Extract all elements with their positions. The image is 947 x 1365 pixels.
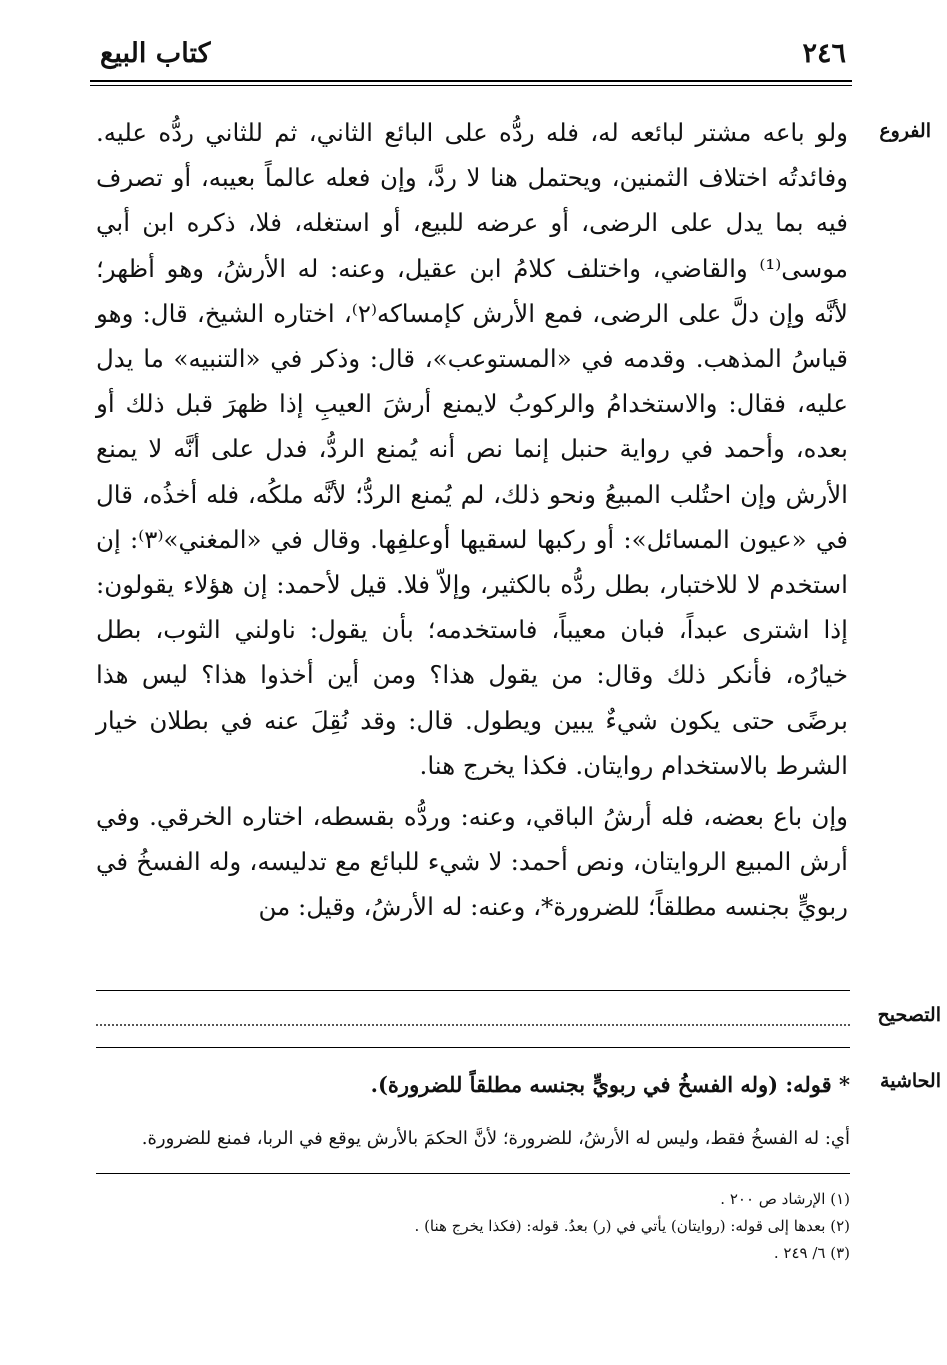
footnote-2: (٢) بعدها إلى قوله: (روايتان) يأتي في (ر) بعدُ. قوله: (فكذا يخرج هنا) . — [414, 1217, 850, 1235]
hashiya-quote: * قوله: (وله الفسخُ في ربويٍّ بجنسه مطلقاً للضرورة). — [370, 1072, 850, 1097]
paragraph-2: وإن باع بعضه، فله أرشُ الباقي، وعنه: وردُّه بقسطه، اختاره الخرقي. وفي أرش المبيع الروايتان، ونص أحمد: لا شيء للبائع مع تدليسه، وله الفسخُ في ربويٍّ بجنسه مطلقاً؛ للضرورة*، وعنه: له الأرشُ، وقيل: من — [96, 802, 848, 922]
main-text — [96, 110, 848, 930]
section-divider-2 — [96, 1047, 850, 1048]
hashiya-text: أي: له الفسخُ فقط، وليس له الأرشُ، للضرورة؛ لأنَّ الحكمَ بالأرش يوقع في الربا، فمنع للضرورة. — [141, 1128, 850, 1149]
paragraph-1: ولو باعه مشتر لبائعه له، فله ردُّه على البائع الثاني، ثم للثاني ردُّه عليه. وفائدتُه اختلاف الثمنين، ويحتمل هنا لا ردَّ، وإن فعله عالماً بعيبه، أو تصرف فيه بما يدل على الرضى، أو عرضه للبيع، أو استغله، فلا، ذكره ابن أبي موسى⁽¹⁾ والقاضي، واختلف كلامُ ابن عقيل، وعنه: له الأرشُ، وهو أظهر؛ لأنَّه وإن دلَّ على الرضى، فمع الأرش كإمساكه⁽٢⁾، اختاره الشيخ، قال: وهو قياسُ المذهب. وقدمه في «المستوعب»، قال: وذكر في «التنبيه» ما يدل عليه، فقال: والاستخدامُ والركوبُ لايمنع أرشَ العيبِ إذا ظهرَ قبل ذلك أو بعده، وأحمد في رواية حنبل إنما نص أنه يُمنع الردُّ، فدل على أنَّه لا يمنع الأرش وإن احتُلب المبيعُ ونحو ذلك، لم يُمنع الردُّ؛ لأنَّه ملكُه، فله أخذُه، قال في «عيون المسائل»: أو ركبها لسقيها أوعلفِها. وقال في «المغني»⁽٣⁾: إن استخدم لا للاختبار، بطل ردُّه بالكثير، وإلاّ فلا. قيل لأحمد: إن هؤلاء يقولون: إذا اشترى عبداً، فبان معيباً، فاستخدمه؛ بأن يقول: ناولني الثوب، بطل خيارُه، فأنكر ذلك وقال: من يقول هذا؟ ومن أين أخذوا هذا؟ ليس هذا برضًى حتى يكون شيءٌ يبين ويطول. قال: وقد نُقِلَ عنه في بطلان خيار الشرط بالاستخدام روايتان. فكذا يخرج هنا. — [96, 118, 849, 780]
page-number: ٢٤٦ — [802, 38, 846, 69]
tashih-dotted-line — [96, 1012, 850, 1026]
header-rule — [90, 80, 852, 82]
hashiya-label: الحاشية — [880, 1070, 941, 1092]
footnotes — [200, 1186, 850, 1267]
footnote-1: (١) الإرشاد ص ٢٠٠ . — [720, 1190, 850, 1208]
page-header — [90, 38, 852, 78]
footnote-3: (٣) ٦/ ٢٤٩ . — [773, 1244, 850, 1262]
header-rule-thin — [90, 85, 852, 86]
furu-label: الفروع — [879, 120, 931, 142]
footnote-divider — [96, 1173, 850, 1174]
section-divider — [96, 990, 850, 991]
book-title: كتاب البيع — [100, 38, 211, 69]
tashih-label: التصحيح — [877, 1004, 941, 1026]
